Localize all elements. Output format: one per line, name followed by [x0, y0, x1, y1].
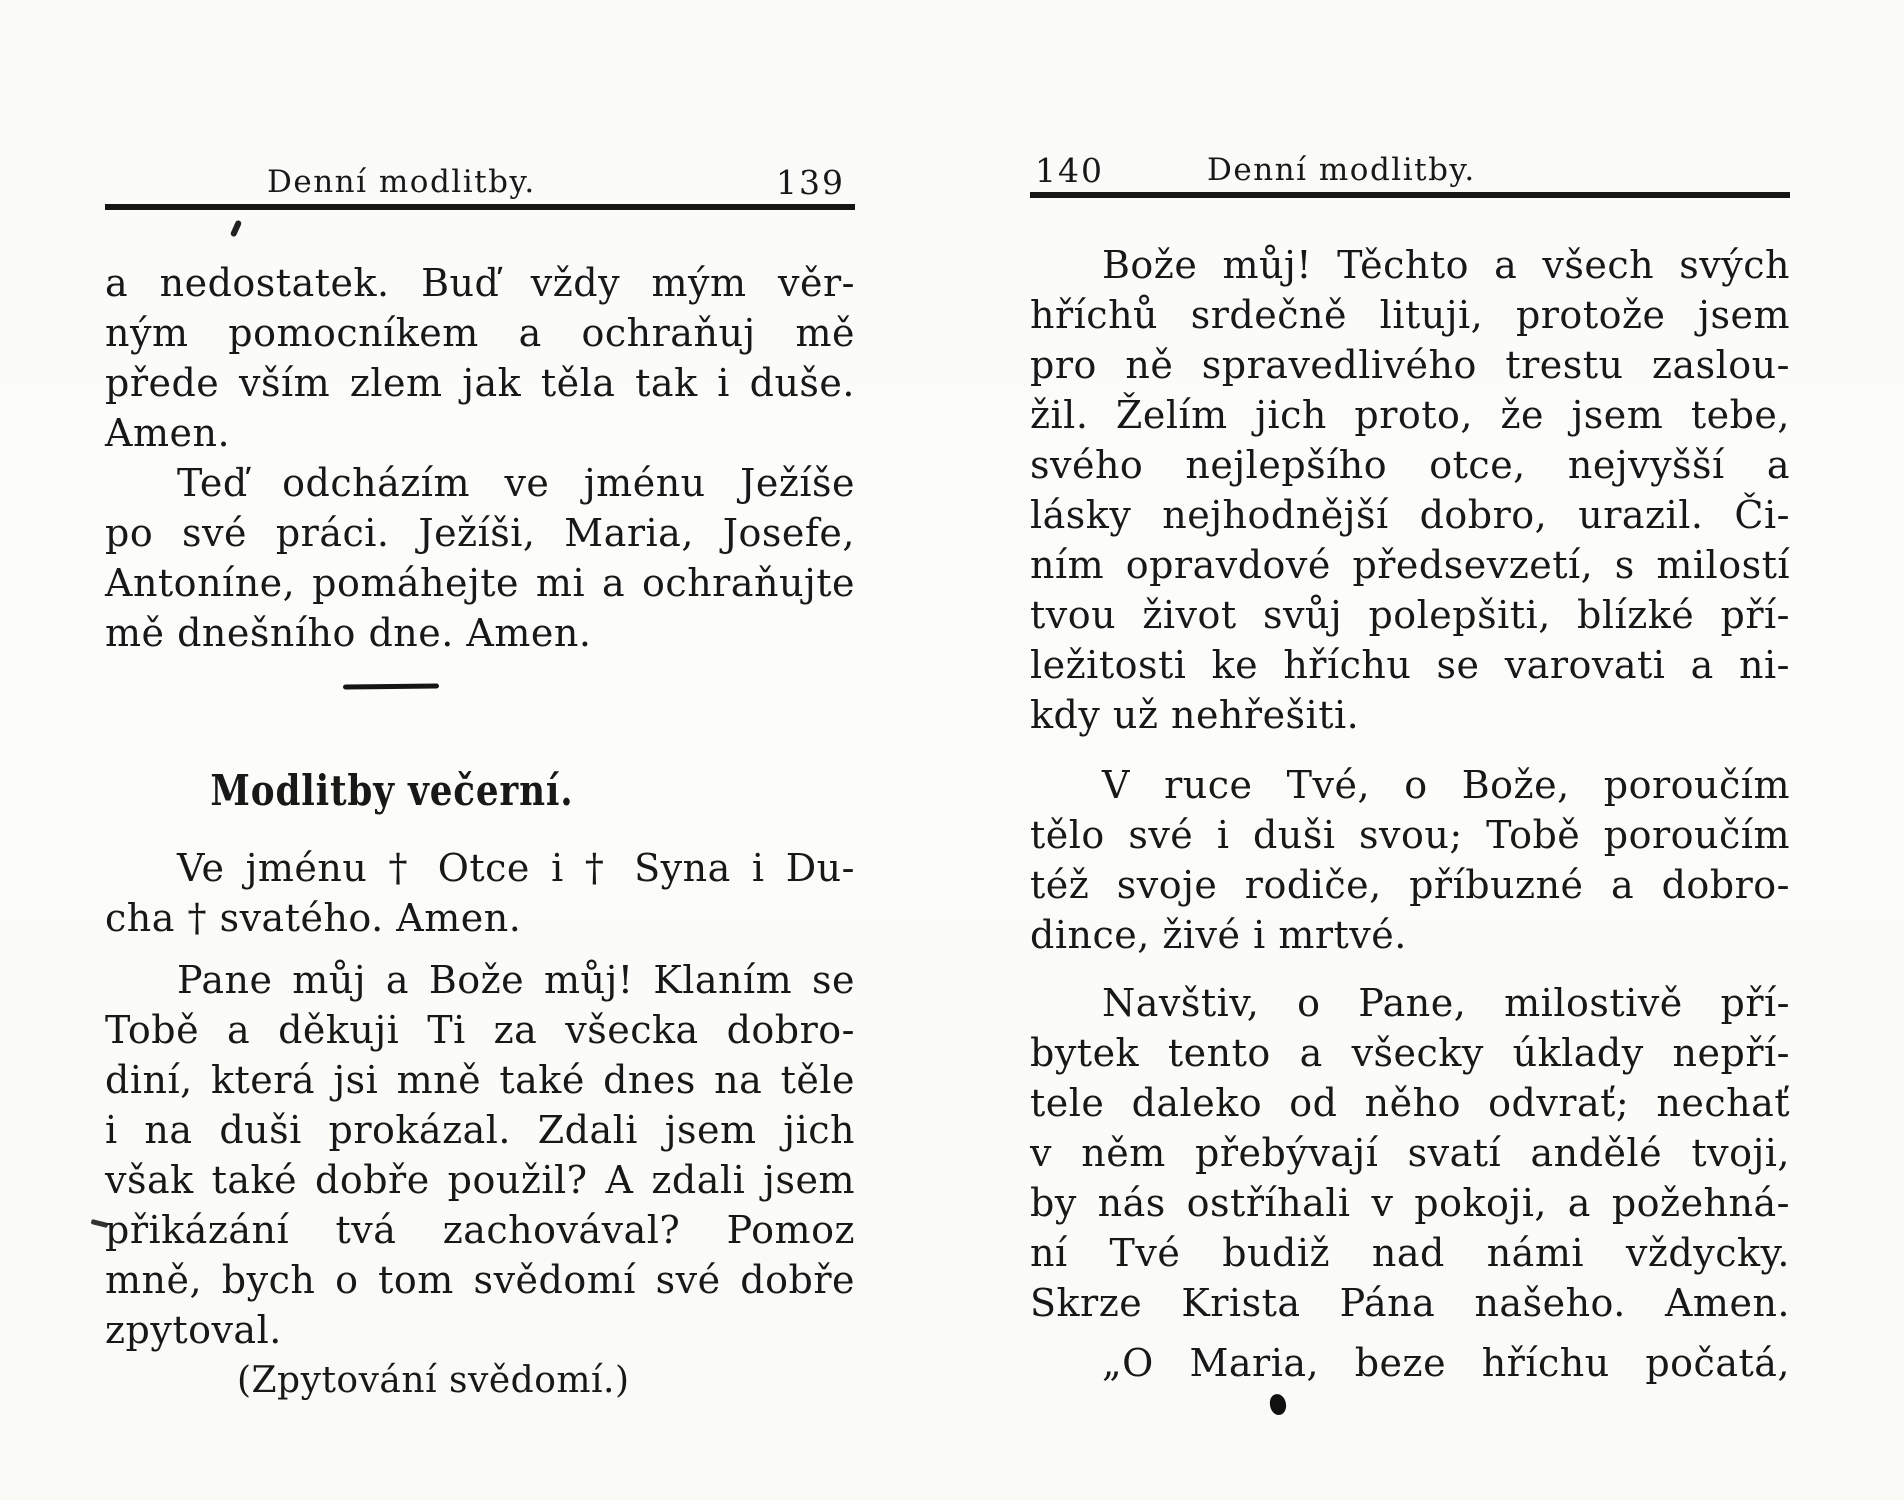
text-line: ní Tvé budiž nad námi vždycky. — [1030, 1231, 1790, 1275]
right-page-body — [1030, 240, 1790, 1388]
left-page-header — [105, 152, 855, 210]
text-line: tele daleko od něho odvrať; nechať — [1030, 1081, 1790, 1125]
text-line: svého nejlepšího otce, nejvyšší a — [1030, 443, 1790, 487]
text-line: pro ně spravedlivého trestu zaslou- — [1030, 343, 1790, 387]
text-line: Amen. — [105, 411, 231, 455]
text-line: Skrze Krista Pána našeho. Amen. — [1030, 1281, 1790, 1325]
paragraph — [105, 258, 855, 458]
section-divider — [343, 683, 439, 689]
text-line: Ve jménu † Otce i † Syna i Du- — [177, 846, 855, 890]
ink-speck — [230, 220, 242, 238]
paragraph — [105, 955, 855, 1355]
page-number: 139 — [776, 163, 845, 202]
text-line: Navštiv, o Pane, milostivě pří- — [1102, 981, 1790, 1025]
text-line: žil. Želím jich proto, že jsem tebe, — [1030, 393, 1790, 437]
text-line: Bože můj! Těchto a všech svých — [1102, 243, 1790, 287]
text-line: Tobě a děkuji Ti za všecka dobro- — [105, 1008, 855, 1052]
text-line: v něm přebývají svatí andělé tvoji, — [1030, 1131, 1790, 1175]
left-page-body — [105, 258, 855, 1405]
text-line: a nedostatek. Buď vždy mým věr- — [105, 261, 855, 305]
ink-blot — [1269, 1393, 1287, 1416]
text-line: však také dobře použil? A zdali jsem — [105, 1158, 855, 1202]
right-page-header — [1030, 138, 1790, 198]
text-line: Teď odcházím ve jménu Ježíše — [177, 461, 855, 505]
text-line: zpytoval. — [105, 1308, 282, 1352]
text-line: tělo své i duši svou; Tobě poroučím — [1030, 813, 1790, 857]
text-line: též svoje rodiče, příbuzné a dobro- — [1030, 863, 1790, 907]
running-title: Denní modlitby. — [267, 164, 536, 200]
text-line: mně, bych o tom svědomí své dobře — [105, 1258, 855, 1302]
text-line: „O Maria, beze hříchu počatá, — [1102, 1341, 1790, 1385]
left-page — [105, 0, 855, 1500]
caption: (Zpytování svědomí.) — [237, 1360, 630, 1401]
text-line: po své práci. Ježíši, Maria, Josefe, — [105, 511, 855, 555]
text-line: hříchů srdečně lituji, protože jsem — [1030, 293, 1790, 337]
paragraph — [1030, 240, 1790, 740]
section-heading: Modlitby večerní. — [210, 766, 574, 815]
text-line: by nás ostříhali v pokoji, a požehná- — [1030, 1181, 1790, 1225]
text-line: cha † svatého. Amen. — [105, 896, 522, 940]
text-line: i na duši prokázal. Zdali jsem jich — [105, 1108, 855, 1152]
paragraph — [1030, 1338, 1790, 1388]
text-line: tvou život svůj polepšiti, blízké pří- — [1030, 593, 1790, 637]
paragraph — [1030, 978, 1790, 1328]
text-line: bytek tento a všecky úklady nepří- — [1030, 1031, 1790, 1075]
paragraph — [105, 458, 855, 658]
text-line: ním opravdové předsevzetí, s milostí — [1030, 543, 1790, 587]
text-line: ležitosti ke hříchu se varovati a ni- — [1030, 643, 1790, 687]
text-line: mě dnešního dne. Amen. — [105, 611, 592, 655]
text-line: lásky nejhodnější dobro, urazil. Či- — [1030, 493, 1790, 537]
text-line: Pane můj a Bože můj! Klaním se — [177, 958, 855, 1002]
text-line: Antoníne, pomáhejte mi a ochraňujte — [105, 561, 855, 605]
text-line: diní, která jsi mně také dnes na těle — [105, 1058, 855, 1102]
text-line: přede vším zlem jak těla tak i duše. — [105, 361, 855, 405]
text-line: V ruce Tvé, o Bože, poroučím — [1102, 763, 1790, 807]
text-line: přikázání tvá zachovával? Pomoz — [105, 1208, 855, 1252]
text-line: kdy už nehřešiti. — [1030, 693, 1360, 737]
paragraph — [1030, 760, 1790, 960]
running-title: Denní modlitby. — [1207, 152, 1476, 188]
page-number: 140 — [1035, 151, 1104, 190]
text-line: dince, živé i mrtvé. — [1030, 913, 1407, 957]
paragraph — [105, 843, 855, 943]
text-line: ným pomocníkem a ochraňuj mě — [105, 311, 855, 355]
right-page — [1030, 0, 1790, 1500]
